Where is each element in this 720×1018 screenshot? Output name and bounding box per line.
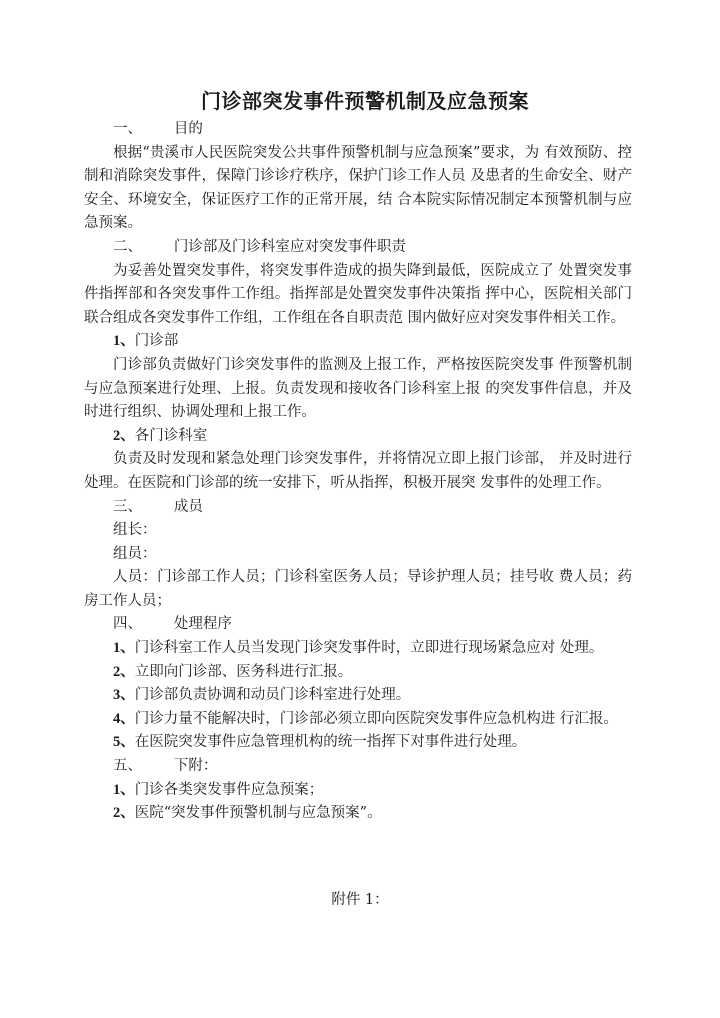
item-text: 门诊各类突发事件应急预案； xyxy=(134,781,324,798)
paragraph-purpose: 根据“贵溪市人民医院突发公共事件预警机制与应急预案”要求，为 有效预防、控制和消除突发事件，保障门诊诊疗秩序，保护门诊工作人员 及患者的生命安全、财产安全、环境安全，保证医疗工作的正常开展，结 合本院实际情况制定本预警机制与应急预案。 xyxy=(84,144,632,232)
appendix-item xyxy=(84,779,632,803)
section-number: 四、 xyxy=(113,616,142,633)
subheading-outpatient-dept xyxy=(84,330,632,354)
section-heading-text: 目的 xyxy=(173,121,203,137)
section-number: 一、 xyxy=(113,121,142,137)
procedure-step xyxy=(84,684,632,708)
step-text: 门诊力量不能解决时，门诊部必须立即向医院突发事件应急机构进 行汇报。 xyxy=(134,710,618,727)
item-number: 2、 xyxy=(113,805,135,822)
section-heading-text: 下附： xyxy=(173,758,218,775)
paragraph-personnel: 人员：门诊部工作人员；门诊科室医务人员；导诊护理人员；挂号收 费人员；药房工作人员； xyxy=(84,569,632,609)
section-heading-text: 门诊部及门诊科室应对突发事件职责 xyxy=(173,238,406,255)
step-text: 在医院突发事件应急管理机构的统一指挥下对事件进行处理。 xyxy=(134,734,527,751)
section-heading-text: 成员 xyxy=(173,498,203,515)
section-number: 二、 xyxy=(113,238,142,255)
step-number: 2、 xyxy=(113,663,135,680)
line-team-members: 组员： xyxy=(113,545,157,562)
step-number: 4、 xyxy=(113,710,135,727)
item-number: 1、 xyxy=(113,781,135,798)
section-heading-duties xyxy=(84,236,632,260)
line-team-leader: 组长： xyxy=(113,522,157,539)
step-text: 门诊部负责协调和动员门诊科室进行处理。 xyxy=(134,687,411,704)
subheading-text: 各门诊科室 xyxy=(134,427,208,444)
item-text: 医院“突发事件预警机制与应急预案”。 xyxy=(134,805,382,822)
paragraph-duties: 为妥善处置突发事件，将突发事件造成的损失降到最低，医院成立了 处置突发事件指挥部和各突发事件工作组。指挥部是处置突发事件决策指 挥中心，医院相关部门联合组成各突发事件工作组，工作组在各自职责范 围内做好应对突发事件相关工作。 xyxy=(84,262,632,326)
section-number: 五、 xyxy=(113,758,142,775)
step-number: 1、 xyxy=(113,640,135,657)
attachment-label: 附件 1： xyxy=(331,892,389,908)
step-text: 立即向门诊部、医务科进行汇报。 xyxy=(134,663,353,680)
subheading-text: 门诊部 xyxy=(134,333,179,350)
section-heading-appendix xyxy=(84,755,632,779)
procedure-step xyxy=(84,731,632,755)
section-number: 三、 xyxy=(113,498,142,515)
paragraph-clinics: 负责及时发现和紧急处理门诊突发事件，并将情况立即上报门诊部， 并及时进行处理。在医院和门诊部的统一安排下，听从指挥，积极开展突 发事件的处理工作。 xyxy=(84,451,632,491)
section-heading-procedure xyxy=(84,613,632,637)
subheading-number: 1、 xyxy=(113,333,135,350)
step-text: 门诊科室工作人员当发现门诊突发事件时，立即进行现场紧急应对 处理。 xyxy=(134,640,604,657)
step-number: 3、 xyxy=(113,687,135,704)
step-number: 5、 xyxy=(113,734,135,751)
procedure-step xyxy=(84,661,632,685)
procedure-step xyxy=(84,637,632,661)
subheading-number: 2、 xyxy=(113,427,135,444)
section-heading-text: 处理程序 xyxy=(173,616,232,633)
paragraph-outpatient-dept: 门诊部负责做好门诊突发事件的监测及上报工作，严格按医院突发事 件预警机制与应急预案进行处理、上报。负责发现和接收各门诊科室上报 的突发事件信息，并及时进行组织、协调处理和上报工作。 xyxy=(84,356,632,421)
document-title: 门诊部突发事件预警机制及应急预案 xyxy=(201,89,529,113)
section-heading-members xyxy=(84,496,632,520)
appendix-item xyxy=(84,802,632,826)
document-page xyxy=(84,86,632,826)
subheading-clinics xyxy=(84,425,632,449)
procedure-step xyxy=(84,708,632,732)
section-heading-purpose xyxy=(84,118,632,142)
